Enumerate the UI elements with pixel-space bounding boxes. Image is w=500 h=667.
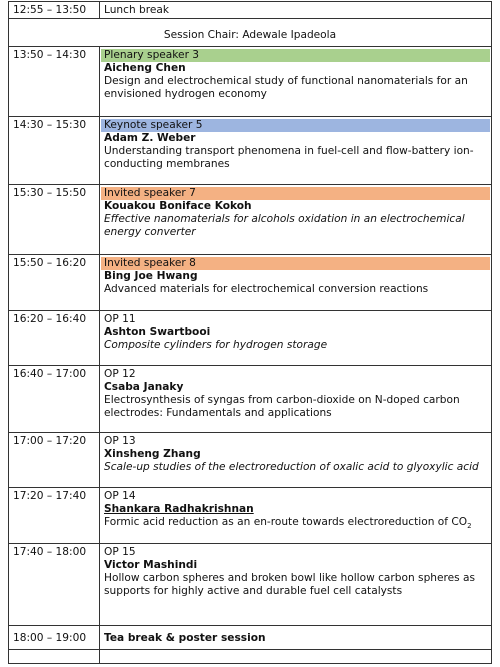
talk-cell [100, 185, 492, 255]
speaker-category: Invited speaker 8 [101, 257, 490, 270]
session-code: OP 13 [104, 435, 136, 447]
schedule-row [9, 47, 492, 117]
schedule-table [8, 1, 492, 664]
speaker-name: Victor Mashindi [104, 559, 198, 571]
session-chair: Session Chair: Adewale Ipadeola [9, 19, 492, 47]
time-cell: 15:50 – 16:20 [9, 255, 100, 311]
speaker-name: Shankara Radhakrishnan [104, 503, 254, 515]
talk-title-subscript: 2 [467, 522, 472, 531]
activity-cell [100, 2, 492, 19]
speaker-name: Aicheng Chen [104, 62, 186, 74]
speaker-name: Kouakou Boniface Kokoh [104, 200, 252, 212]
time-cell: 17:20 – 17:40 [9, 488, 100, 544]
activity-text: Tea break & poster session [104, 632, 266, 644]
speaker-name: Adam Z. Weber [104, 132, 196, 144]
session-code: OP 11 [104, 313, 136, 325]
talk-title: Effective nanomaterials for alcohols oxidation in an electrochemical energy converter [104, 213, 465, 238]
time-cell: 14:30 – 15:30 [9, 117, 100, 185]
talk-title: Hollow carbon spheres and broken bowl like hollow carbon spheres as supports for highly active and durable fuel cell catalysts [104, 572, 476, 597]
schedule-row [9, 544, 492, 626]
time-cell [9, 650, 100, 664]
talk-cell [100, 117, 492, 185]
session-chair-row [9, 19, 492, 47]
talk-cell [100, 366, 492, 433]
schedule-row [9, 488, 492, 544]
speaker-name: Csaba Janaky [104, 381, 184, 393]
time-cell: 17:40 – 18:00 [9, 544, 100, 626]
talk-title: Advanced materials for electrochemical conversion reactions [104, 283, 429, 295]
talk-cell [100, 433, 492, 488]
talk-cell [100, 47, 492, 117]
session-code: OP 14 [104, 490, 136, 502]
activity-cell [100, 650, 492, 664]
talk-title: Scale-up studies of the electroreduction of oxalic acid to glyoxylic acid [104, 461, 479, 473]
talk-title: Composite cylinders for hydrogen storage [104, 339, 328, 351]
schedule-row [9, 366, 492, 433]
time-cell: 16:40 – 17:00 [9, 366, 100, 433]
schedule-row [9, 117, 492, 185]
speaker-category: Invited speaker 7 [101, 187, 490, 200]
activity-text: Lunch break [104, 4, 170, 16]
schedule-row [9, 255, 492, 311]
talk-cell [100, 311, 492, 366]
time-cell: 16:20 – 16:40 [9, 311, 100, 366]
schedule-row [9, 185, 492, 255]
schedule-row [9, 650, 492, 664]
time-cell: 13:50 – 14:30 [9, 47, 100, 117]
time-cell: 15:30 – 15:50 [9, 185, 100, 255]
time-cell: 12:55 – 13:50 [9, 2, 100, 19]
talk-title: Design and electrochemical study of functional nanomaterials for an envisioned hydrogen economy [104, 75, 468, 100]
session-code: OP 15 [104, 546, 136, 558]
talk-title-wrap [104, 516, 487, 533]
schedule-row [9, 626, 492, 650]
talk-title: Understanding transport phenomena in fuel-cell and flow-battery ion-conducting membranes [104, 145, 474, 170]
schedule-row [9, 2, 492, 19]
speaker-category: Keynote speaker 5 [101, 119, 490, 132]
talk-cell [100, 488, 492, 544]
talk-cell [100, 255, 492, 311]
talk-title: Electrosynthesis of syngas from carbon-dioxide on N-doped carbon electrodes: Fundamentals and applications [104, 394, 460, 419]
time-cell: 17:00 – 17:20 [9, 433, 100, 488]
time-cell: 18:00 – 19:00 [9, 626, 100, 650]
schedule-row [9, 311, 492, 366]
speaker-name: Xinsheng Zhang [104, 448, 201, 460]
talk-cell [100, 544, 492, 626]
schedule-row [9, 433, 492, 488]
session-code: OP 12 [104, 368, 136, 380]
speaker-name: Ashton Swartbooi [104, 326, 211, 338]
activity-cell [100, 626, 492, 650]
speaker-name: Bing Joe Hwang [104, 270, 198, 282]
talk-title: Formic acid reduction as an en-route towards electroreduction of CO [104, 516, 468, 528]
speaker-category: Plenary speaker 3 [101, 49, 490, 62]
